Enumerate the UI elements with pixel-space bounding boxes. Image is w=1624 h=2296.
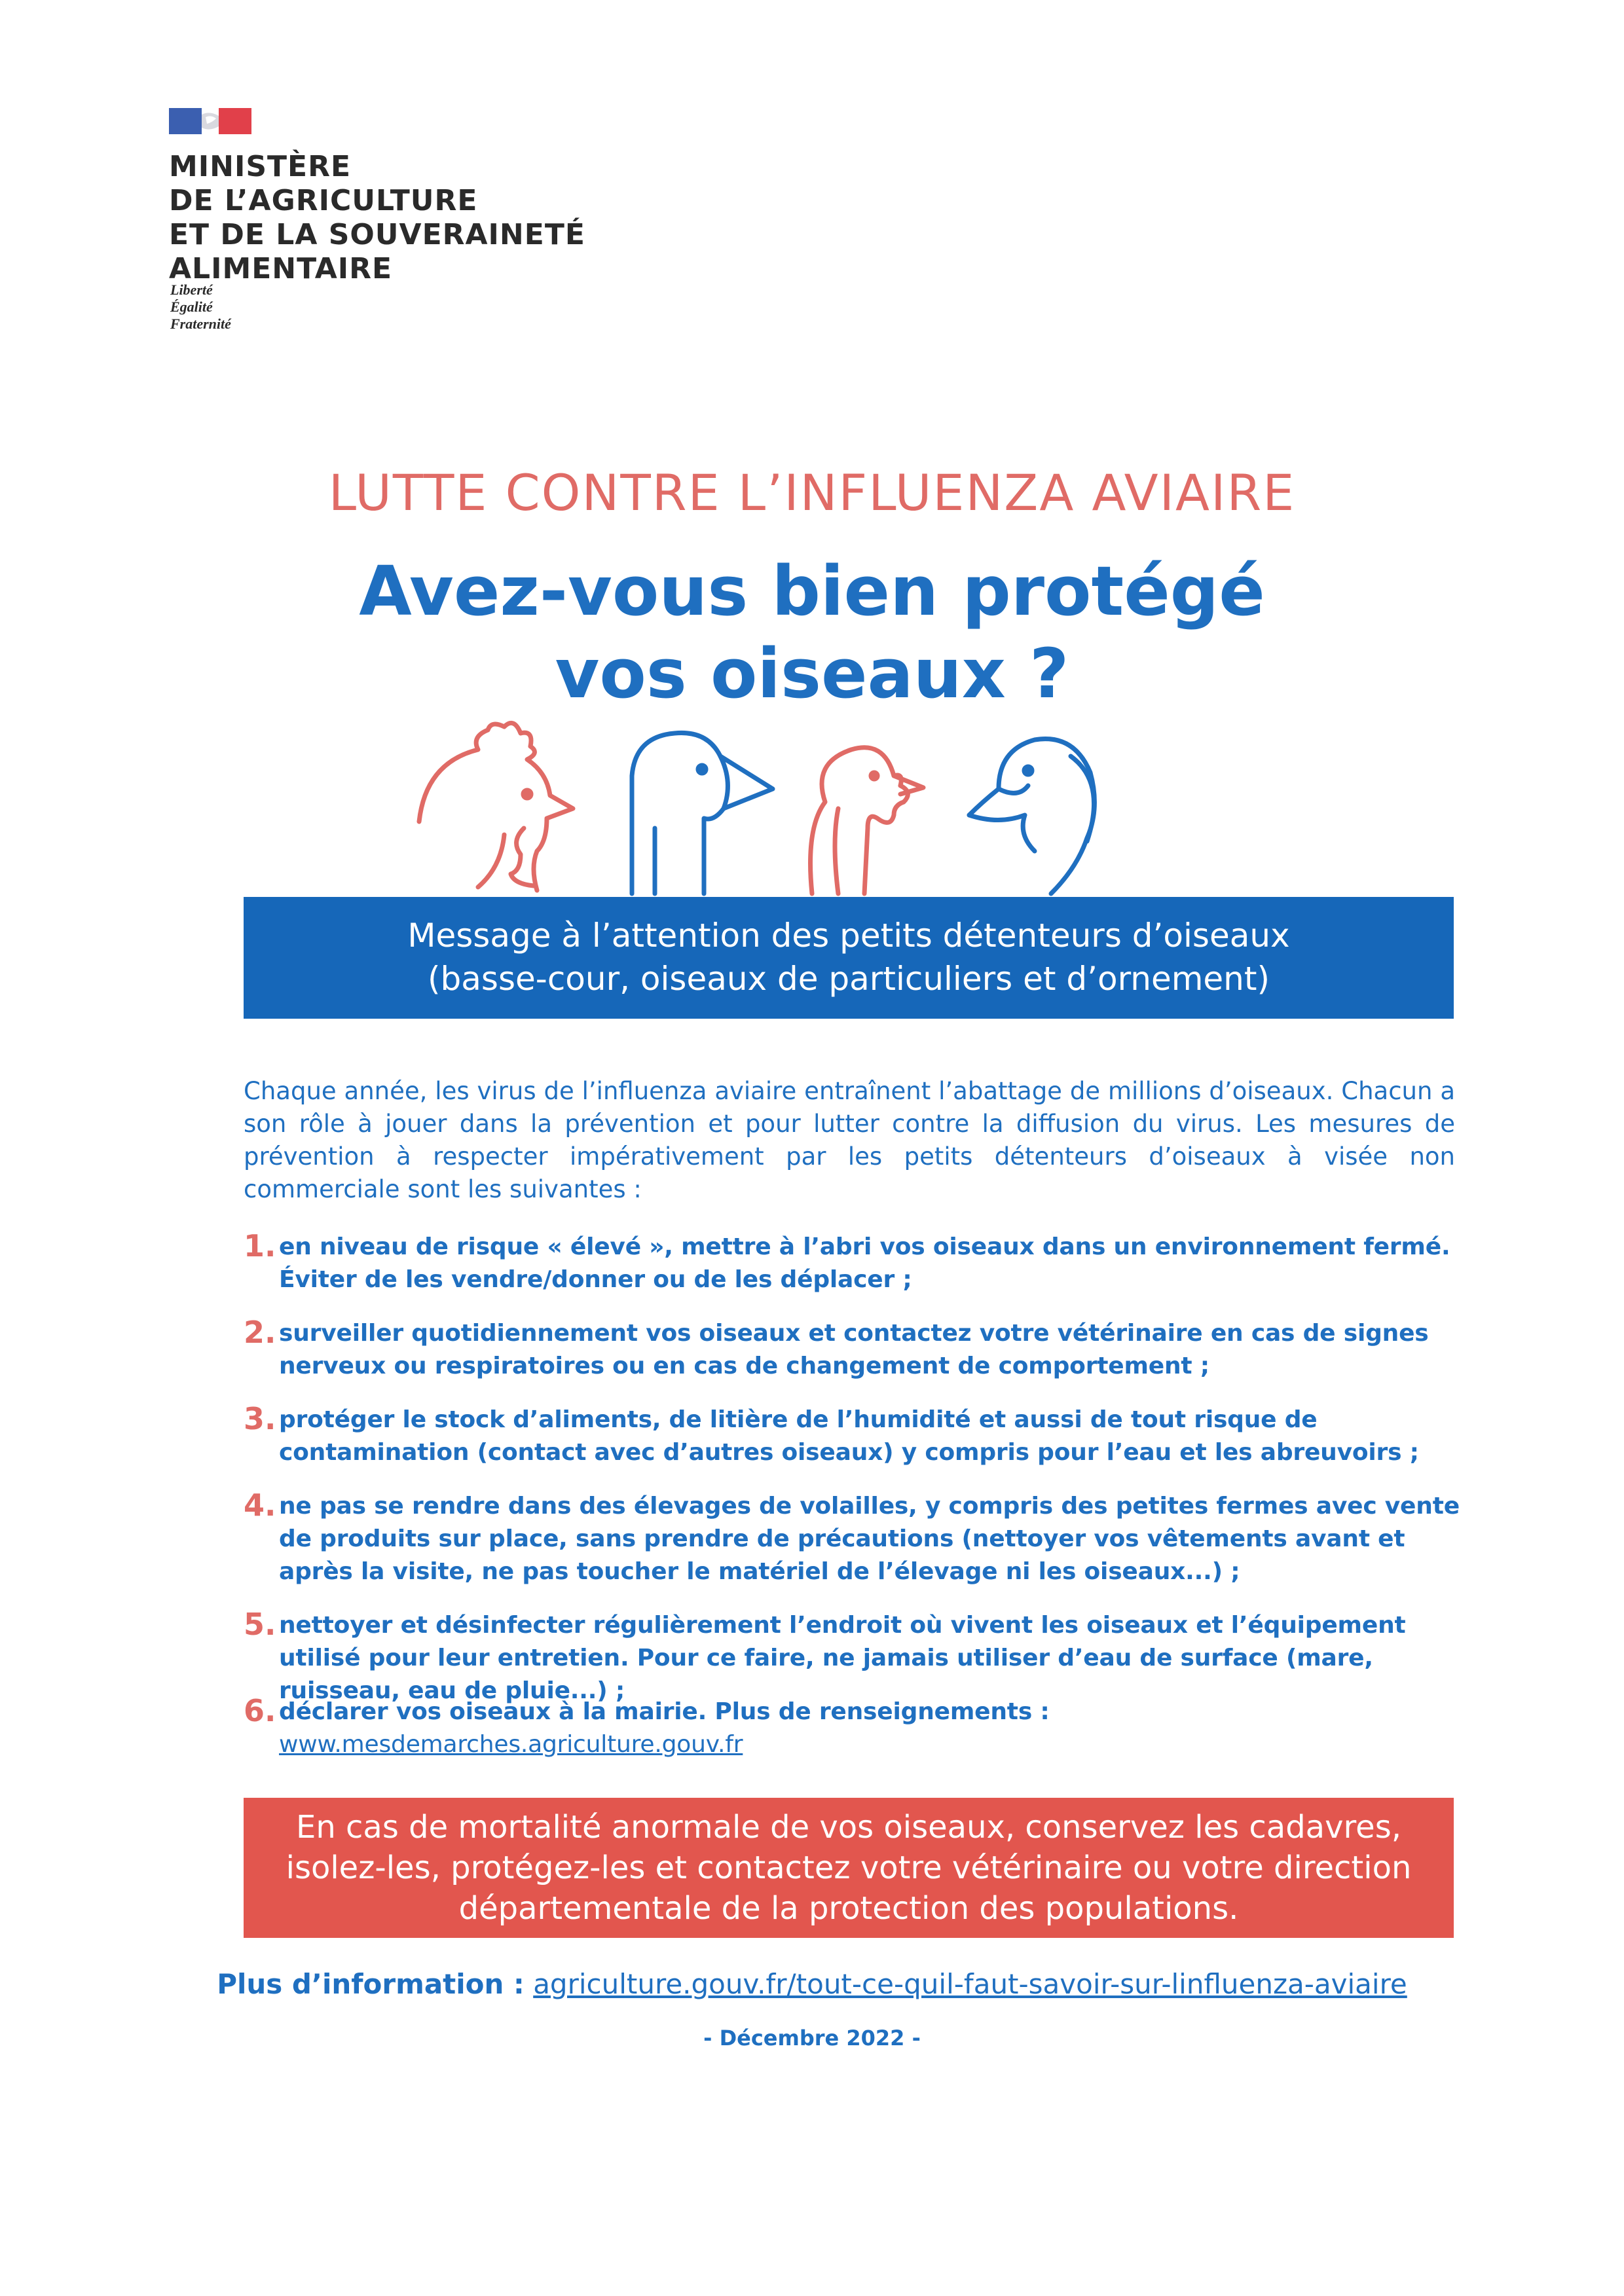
duck-head-icon [969,739,1094,894]
more-info-link[interactable]: agriculture.gouv.fr/tout-ce-quil-faut-savoir-sur-linfluenza-aviaire [533,1968,1407,2000]
turkey-head-icon [811,748,924,894]
ministry-line: ET DE LA SOUVERAINETÉ [169,218,585,251]
goose-head-icon [632,733,773,894]
more-info [0,1968,1624,2000]
item-number: 1. [244,1228,276,1264]
birds-illustration [406,710,1257,907]
campaign-kicker: LUTTE CONTRE L’INFLUENZA AVIAIRE [328,464,1296,522]
title-line: vos oiseaux ? [555,634,1069,714]
page-title [0,550,1624,715]
ministry-name [169,150,758,286]
item-number: 4. [244,1487,276,1523]
item-text: ne pas se rendre dans des élevages de volailles, y compris des petites fermes avec vente de produits sur place, sans prendre de précautions (nettoyer vos vêtements avant et après la visite, ne pas toucher le matériel de l’élevage ni les oiseaux...) ; [279,1493,1460,1585]
title-line: Avez-vous bien protégé [359,551,1265,631]
publication-date: - Décembre 2022 - [703,2026,921,2050]
item-text: protéger le stock d’aliments, de litière de l’humidité et aussi de tout risque de contamination (contact avec d’autres oiseaux) y compris pour l’eau et les abreuvoirs ; [279,1406,1419,1466]
motto-line: Liberté [170,282,213,298]
more-info-label: Plus d’information : [217,1968,525,2000]
item-text-lead: déclarer vos oiseaux à la mairie. Plus de renseignements : [279,1698,1050,1725]
banner-line: Message à l’attention des petits détenteurs d’oiseaux [407,917,1290,955]
item-number: 5. [244,1607,276,1642]
ministry-line: ALIMENTAIRE [169,252,393,285]
item-text: surveiller quotidiennement vos oiseaux et contactez votre vétérinaire en cas de signes nerveux ou respiratoires ou en cas de changement de comportement ; [279,1320,1429,1379]
motto-line: Égalité [170,299,213,315]
ministry-line: DE L’AGRICULTURE [169,184,478,217]
item-text: en niveau de risque « élevé », mettre à l’abri vos oiseaux dans un environnement fermé. Éviter de les vendre/donner ou de les déplacer ; [279,1233,1450,1293]
ministry-line: MINISTÈRE [169,150,352,183]
chicken-head-icon [419,723,573,890]
intro-paragraph: Chaque année, les virus de l’influenza aviaire entraînent l’abattage de millions d’oiseaux. Chacun a son rôle à jouer dans la prévention et pour lutter contre la diffusion du virus. Les mesures de prévention à respecter impérativement par les petits détenteurs d’oiseaux à visée non commerciale sont les suivantes : [244,1077,1455,1203]
alert-line: départementale de la protection des populations. [458,1890,1239,1927]
item-number: 2. [244,1315,276,1350]
item-number: 3. [244,1401,276,1436]
mortality-alert [244,1798,1454,1938]
alert-line: En cas de mortalité anormale de vos oiseaux, conservez les cadavres, [296,1809,1401,1846]
marianne-flag-logo [169,108,251,134]
item-text: nettoyer et désinfecter régulièrement l’endroit où vivent les oiseaux et l’équipement utilisé pour leur entretien. Pour ce faire, ne jamais utiliser d’eau de surface (mare, ruisseau, eau de pluie...) ; [279,1612,1406,1704]
mesdemarches-link[interactable]: www.mesdemarches.agriculture.gouv.fr [279,1731,743,1758]
republic-motto [170,282,231,333]
item-number: 6. [244,1693,276,1728]
alert-line: isolez-les, protégez-les et contactez votre vétérinaire ou votre direction [286,1850,1412,1886]
audience-banner [244,897,1454,1019]
item-text [279,1696,1468,1761]
motto-line: Fraternité [170,316,231,332]
banner-line: (basse-cour, oiseaux de particuliers et d’ornement) [428,960,1270,998]
